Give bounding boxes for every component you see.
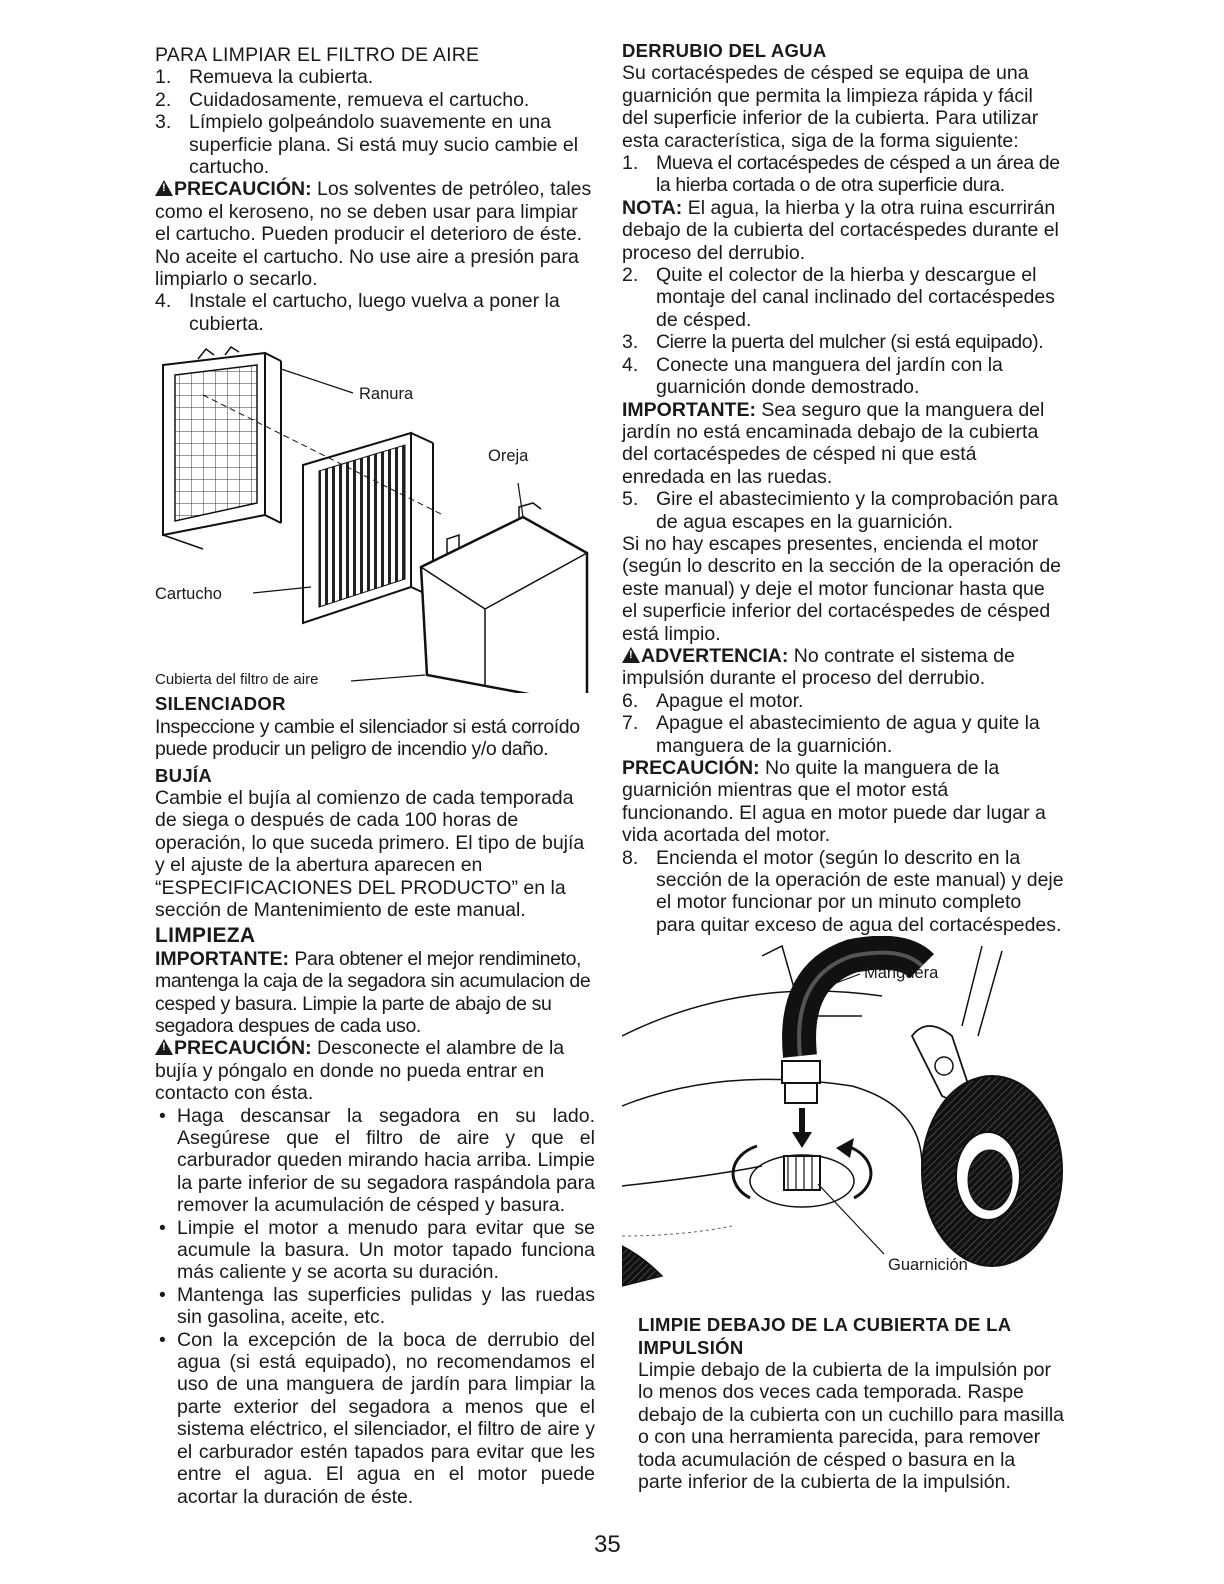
caution-paragraph-2: !PRECAUCIÓN: Desconecte el alambre de la bujía y póngalo en donde no pueda entrar en contacto con ésta. [155,1037,595,1104]
warning-triangle-icon [622,647,640,663]
advertencia-paragraph: !ADVERTENCIA: No contrate el sistema de impulsión durante el proceso del derrubio. [622,645,1064,690]
oreja-label: Oreja [488,447,529,466]
list-item: 4. Conecte una manguera del jardín con la guarnición donde demostrado. [622,353,1003,399]
cartucho-label: Cartucho [155,585,222,604]
limpieza-heading: LIMPIEZA [155,924,256,948]
list-item: 8. Encienda el motor (según lo descrito en la sección de la operación de este manual) y deje el motor funcionar por un minuto completo para quitar exceso de agua del cortacéspedes. [622,846,1064,936]
bujia-text: Cambie el bujía al comienzo de cada temporada de siega o después de cada 100 horas de operación, lo que suceda primero. El tipo de bujía y el ajuste de la abertura aparecen en “ESPECIFICACIONES DEL PRODUCTO” en la sección de Mantenimiento de este manual. [155,786,585,921]
list-item: • Limpie el motor a menudo para evitar que se acumule la basura. Un motor tapado funciona más caliente y se acorta su duración. [159,1216,595,1284]
list-item: • Con la excepción de la boca de derrubio del agua (si está equipado), no recomendamos el uso de una manguera de jardín para limpiar la parte exterior del segadora a menos que el sistema eléctrico, el silenciador, el filtro de aire y el carburador estén tapados para evitar que les entre el agua. El agua en el motor puede acortar la duración de éste. [159,1328,595,1508]
importante-paragraph-right: IMPORTANTE: Sea seguro que la manguera del jardín no está encaminada debajo de la cubierta del cortacéspedes de césped ni que está enredada en las ruedas. [622,398,1045,488]
no-escapes-paragraph: Si no hay escapes presentes, encienda el motor (según lo descrito en la sección de la operación de este manual) y deje el motor funcionar hasta que el superficie inferior del cortacéspedes de césped está limpio. [622,532,1062,645]
air-filter-figure [143,335,595,693]
list-item: 3. Límpielo golpeándolo suavemente en una superficie plana. Si está muy sucio cambie el cartucho. [155,111,579,179]
silenciador-text: Inspeccione y cambie el silenciador si está corroído puede producir un peligro de incendio y/o daño. [155,715,580,761]
warning-triangle-icon [155,1039,173,1055]
list-item: • Mantenga las superficies pulidas y las ruedas sin gasolina, aceite, etc. [159,1283,595,1329]
silenciador-heading: SILENCIADOR [155,693,286,715]
list-item: 2. Quite el colector de la hierba y descargue el montaje del canal inclinado del cortacéspedes de césped. [622,264,1055,331]
left-column [155,44,595,1508]
list-item: 1. Mueva el cortacéspedes de césped a un área de la hierba cortada o de otra superficie dura. [622,152,1060,197]
cartridge-icon [303,433,433,623]
washout-diagram [622,936,1064,1314]
bujia-heading: BUJÍA [155,764,213,786]
list-item: 7. Apague el abastecimiento de agua y quite la manguera de la guarnición. [622,712,1040,757]
filter-frame-icon [163,347,281,549]
limpie-heading: LIMPIE DEBAJO DE LA CUBIERTA DE LA IMPULSIÓN [638,1314,1011,1358]
guarnicion-label: Guarnición [888,1256,968,1275]
derrubio-steps-2-4 [622,264,1064,398]
list-item: 4. Instale el cartucho, luego vuelva a poner la cubierta. [155,290,560,335]
air-filter-steps [155,66,595,178]
list-item: 1. Remueva la cubierta. [155,66,374,89]
derrubio-intro: Su cortacéspedes de césped se equipa de una guarnición que permita la limpieza rápida y fácil del superficie inferior de la cubierta. Para utilizar esta característica, siga de la forma siguiente: [622,62,1039,152]
limpie-section [622,1314,1064,1493]
right-column [622,40,1064,1494]
list-item: 6. Apague el motor. [622,689,804,712]
ranura-label: Ranura [359,385,414,404]
list-item: 5. Gire el abastecimiento y la comprobación para de agua escapes en la guarnición. [622,488,1059,533]
list-item: 2. Cuidadosamente, remueva el cartucho. [155,88,530,111]
list-item: • Haga descansar la segadora en su lado. Asegúrese que el filtro de aire y que el carburador queden mirando hacia arriba. Limpie la parte inferior de su segadora raspándola para remover la acumulación de césped y basura. [159,1104,595,1217]
nota-paragraph: NOTA: El agua, la hierba y la otra ruina escurrirán debajo de la cubierta del cortacéspedes durante el proceso del derrubio. [622,196,1059,264]
cubierta-label: Cubierta del filtro de aire [155,671,319,689]
hose-fitting-figure [622,936,1064,1314]
list-item: 3. Cierre la puerta del mulcher (si está equipado). [622,331,1044,354]
limpie-text: Limpie debajo de la cubierta de la impulsión por lo menos dos veces cada temporada. Raspe debajo de la cubierta con un cuchillo para masilla o con una herramienta parecida, para remover toda acumulación de césped o basura en la parte inferior de la cubierta de la impulsión. [638,1359,1065,1494]
air-filter-heading: PARA LIMPIAR EL FILTRO DE AIRE [155,44,480,66]
precaucion-paragraph: PRECAUCIÓN: No quite la manguera de la guarnición mientras que el motor está funcionando. El agua en motor puede dar lugar a vida acortada del motor. [622,757,1046,847]
caution-paragraph: !PRECAUCIÓN: Los solventes de petróleo, tales como el keroseno, no se deben usar para limpiar el cartucho. Pueden producir el deterioro de éste. No aceite el cartucho. No use aire a presión para limpiarlo o secarlo. [155,178,595,290]
warning-triangle-icon [155,180,173,196]
cleaning-bullets [155,1105,595,1508]
derrubio-steps-6-7 [622,690,1064,757]
manguera-label: Manguera [864,964,939,983]
air-filter-cover-icon [421,503,587,693]
derrubio-heading: DERRUBIO DEL AGUA [622,40,827,61]
page-number: 35 [594,1531,621,1558]
importante-paragraph: IMPORTANTE: Para obtener el mejor rendimineto, mantenga la caja de la segadora sin acumulacion de cesped y basura. Limpie la parte de abajo de su segadora despues de cada uso. [155,947,591,1037]
